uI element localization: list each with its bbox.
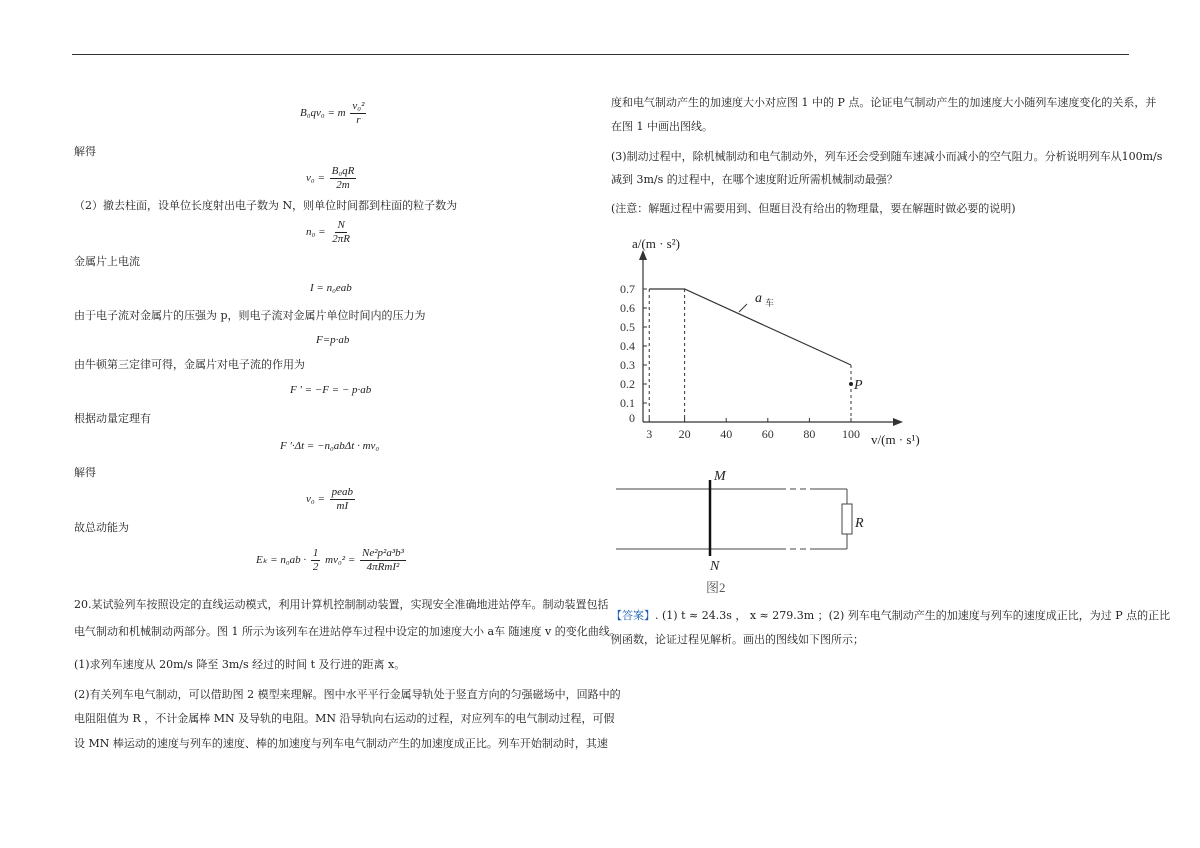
q20-line-1: 20.某试验列车按照设定的直线运动模式，利用计算机控制制动装置，实现安全准确地进站停车。制动装置包括: [74, 598, 609, 611]
series-label-sub: 车: [765, 298, 775, 308]
figure-2-caption: 图2: [706, 580, 726, 595]
series-line: [649, 289, 851, 365]
series-label: a: [755, 291, 762, 306]
label-R: R: [855, 516, 864, 531]
newton-text: 由牛顿第三定律可得，金属片对电子流的作用为: [74, 358, 305, 371]
right-line-1: 度和电气制动产生的加速度大小对应图 1 中的 P 点。论证电气制动产生的加速度大小随列车速度变化的关系，并: [611, 96, 1157, 109]
eq9-den: 4πRmI²: [366, 561, 400, 573]
eq3-fraction: [330, 219, 352, 246]
eq2-fraction: [330, 165, 357, 192]
y-tick-label: 0: [629, 411, 635, 425]
y-tick-label: 0.4: [620, 339, 635, 353]
eq9-half: [311, 547, 321, 574]
solve-text-1: 解得: [74, 145, 96, 158]
eq9-mid: mv₀² =: [325, 554, 356, 567]
equation-8: [306, 486, 357, 513]
equation-9: [256, 547, 408, 574]
momentum-text: 根据动量定理有: [74, 412, 151, 425]
current-text: 金属片上电流: [74, 255, 140, 268]
figure-2-circuit: [612, 468, 882, 598]
eq2-den: 2m: [336, 179, 350, 191]
q20-part-3-line-2: 减到 3m/s 的过程中，在哪个速度附近所需机械制动最强？: [611, 173, 898, 186]
equation-1: [300, 100, 368, 127]
equation-3: [306, 219, 354, 246]
equation-6: F ′ = −F = − p·ab: [290, 384, 372, 396]
answer-line-2: 例函数，论证过程见解析。画出的图线如下图所示；: [611, 633, 864, 646]
eq8-den: mI: [336, 500, 349, 512]
y-tick-label: 0.2: [620, 377, 635, 391]
answer-tag: 【答案】: [611, 609, 655, 622]
eq9-half-den: 2: [312, 561, 319, 573]
eq9-num: Ne²p²a³b³: [362, 547, 404, 559]
x-tick-label: 3: [646, 427, 653, 441]
solve-text-2: 解得: [74, 466, 96, 479]
eq3-num: N: [337, 219, 345, 231]
eq1-left: B₀qv₀ = m: [300, 107, 346, 120]
q20-part-3-line-1: (3)制动过程中，除机械制动和电气制动外，列车还会受到随车速减小而减小的空气阻力。分析说明列车从100m/s: [611, 150, 1163, 163]
x-tick-label: 80: [803, 427, 816, 441]
q20-line-2: 电气制动和机械制动两部分。图 1 所示为该列车在进站停车过程中设定的加速度大小 a车 随速度 v 的变化曲线。: [74, 625, 621, 638]
resistor: [842, 504, 852, 534]
eq1-fraction: [350, 100, 366, 127]
y-tick-label: 0.5: [620, 320, 635, 334]
y-tick-label: 0.1: [620, 396, 635, 410]
x-axis-label: v/(m · s¹): [871, 432, 920, 447]
answer-line-1: [611, 609, 1170, 623]
x-tick-label: 20: [678, 427, 691, 441]
eq9-left: Eₖ = n₀ab ·: [256, 554, 307, 567]
eq1-num: v₀²: [352, 100, 365, 112]
figure-1-chart: [605, 230, 945, 455]
equation-5: F=p·ab: [316, 334, 350, 346]
point-P: [849, 382, 853, 386]
eq8-left: v₀ =: [306, 493, 325, 506]
q20-part-2-line-3: 设 MN 棒运动的速度与列车的速度、棒的加速度与列车电气制动产生的加速度成正比。列车开始制动时，其速: [74, 737, 608, 750]
eq8-fraction: [330, 486, 355, 513]
eq8-num: peab: [331, 486, 354, 498]
series-label-leader: [739, 304, 747, 312]
x-tick-label: 100: [842, 427, 860, 441]
label-M: M: [714, 469, 726, 484]
y-tick-label: 0.3: [620, 358, 635, 372]
q20-part-1: (1)求列车速度从 20m/s 降至 3m/s 经过的时间 t 及行进的距离 x。: [74, 658, 406, 671]
x-tick-label: 40: [720, 427, 733, 441]
equation-2: [306, 165, 358, 192]
eq2-num: B₀qR: [331, 165, 355, 177]
eq9-fraction: [360, 547, 406, 574]
eq1-den: r: [356, 114, 361, 126]
point-P-label: P: [854, 378, 863, 393]
header-rule: [72, 54, 1129, 55]
y-tick-label: 0.6: [620, 301, 635, 315]
equation-4: I = n₀eab: [310, 282, 352, 294]
eq3-den: 2πR: [332, 233, 350, 245]
label-N: N: [710, 559, 720, 574]
kinetic-text: 故总动能为: [74, 521, 129, 534]
q20-part-2-line-1: (2)有关列车电气制动，可以借助图 2 模型来理解。图中水平平行金属导轨处于竖直方向的匀强磁场中，回路中的: [74, 688, 621, 701]
y-tick-label: 0.7: [620, 282, 635, 296]
eq2-left: v₀ =: [306, 172, 325, 185]
equation-7: F ′·Δt = −n₀abΔt · mv₀: [280, 440, 380, 452]
eq3-left: n₀ =: [306, 226, 326, 239]
y-axis-label: a/(m · s²): [632, 236, 680, 251]
pressure-text: 由于电子流对金属片的压强为 p，则电子流对金属片单位时间内的压力为: [74, 309, 426, 322]
x-axis-arrow: [893, 418, 903, 426]
q20-part-2-line-2: 电阻阻值为 R ，不计金属棒 MN 及导轨的电阻。MN 沿导轨向右运动的过程，对应列车的电气制动过程，可假: [74, 712, 615, 725]
note-text: (注意：解题过程中需要用到、但题目没有给出的物理量，要在解题时做必要的说明): [611, 202, 1016, 215]
answer-text-1: . (1) t ≈ 24.3s ， x ≈ 279.3m ；(2) 列车电气制动产生的加速度与列车的速度成正比，为过 P 点的正比: [655, 609, 1171, 622]
y-axis-arrow: [639, 250, 647, 260]
right-line-2: 在图 1 中画出图线。: [611, 120, 713, 133]
part2-text: （2）撤去柱面，设单位长度射出电子数为 N，则单位时间都到柱面的粒子数为: [74, 199, 458, 212]
x-tick-label: 60: [761, 427, 774, 441]
eq9-half-num: 1: [312, 547, 319, 559]
